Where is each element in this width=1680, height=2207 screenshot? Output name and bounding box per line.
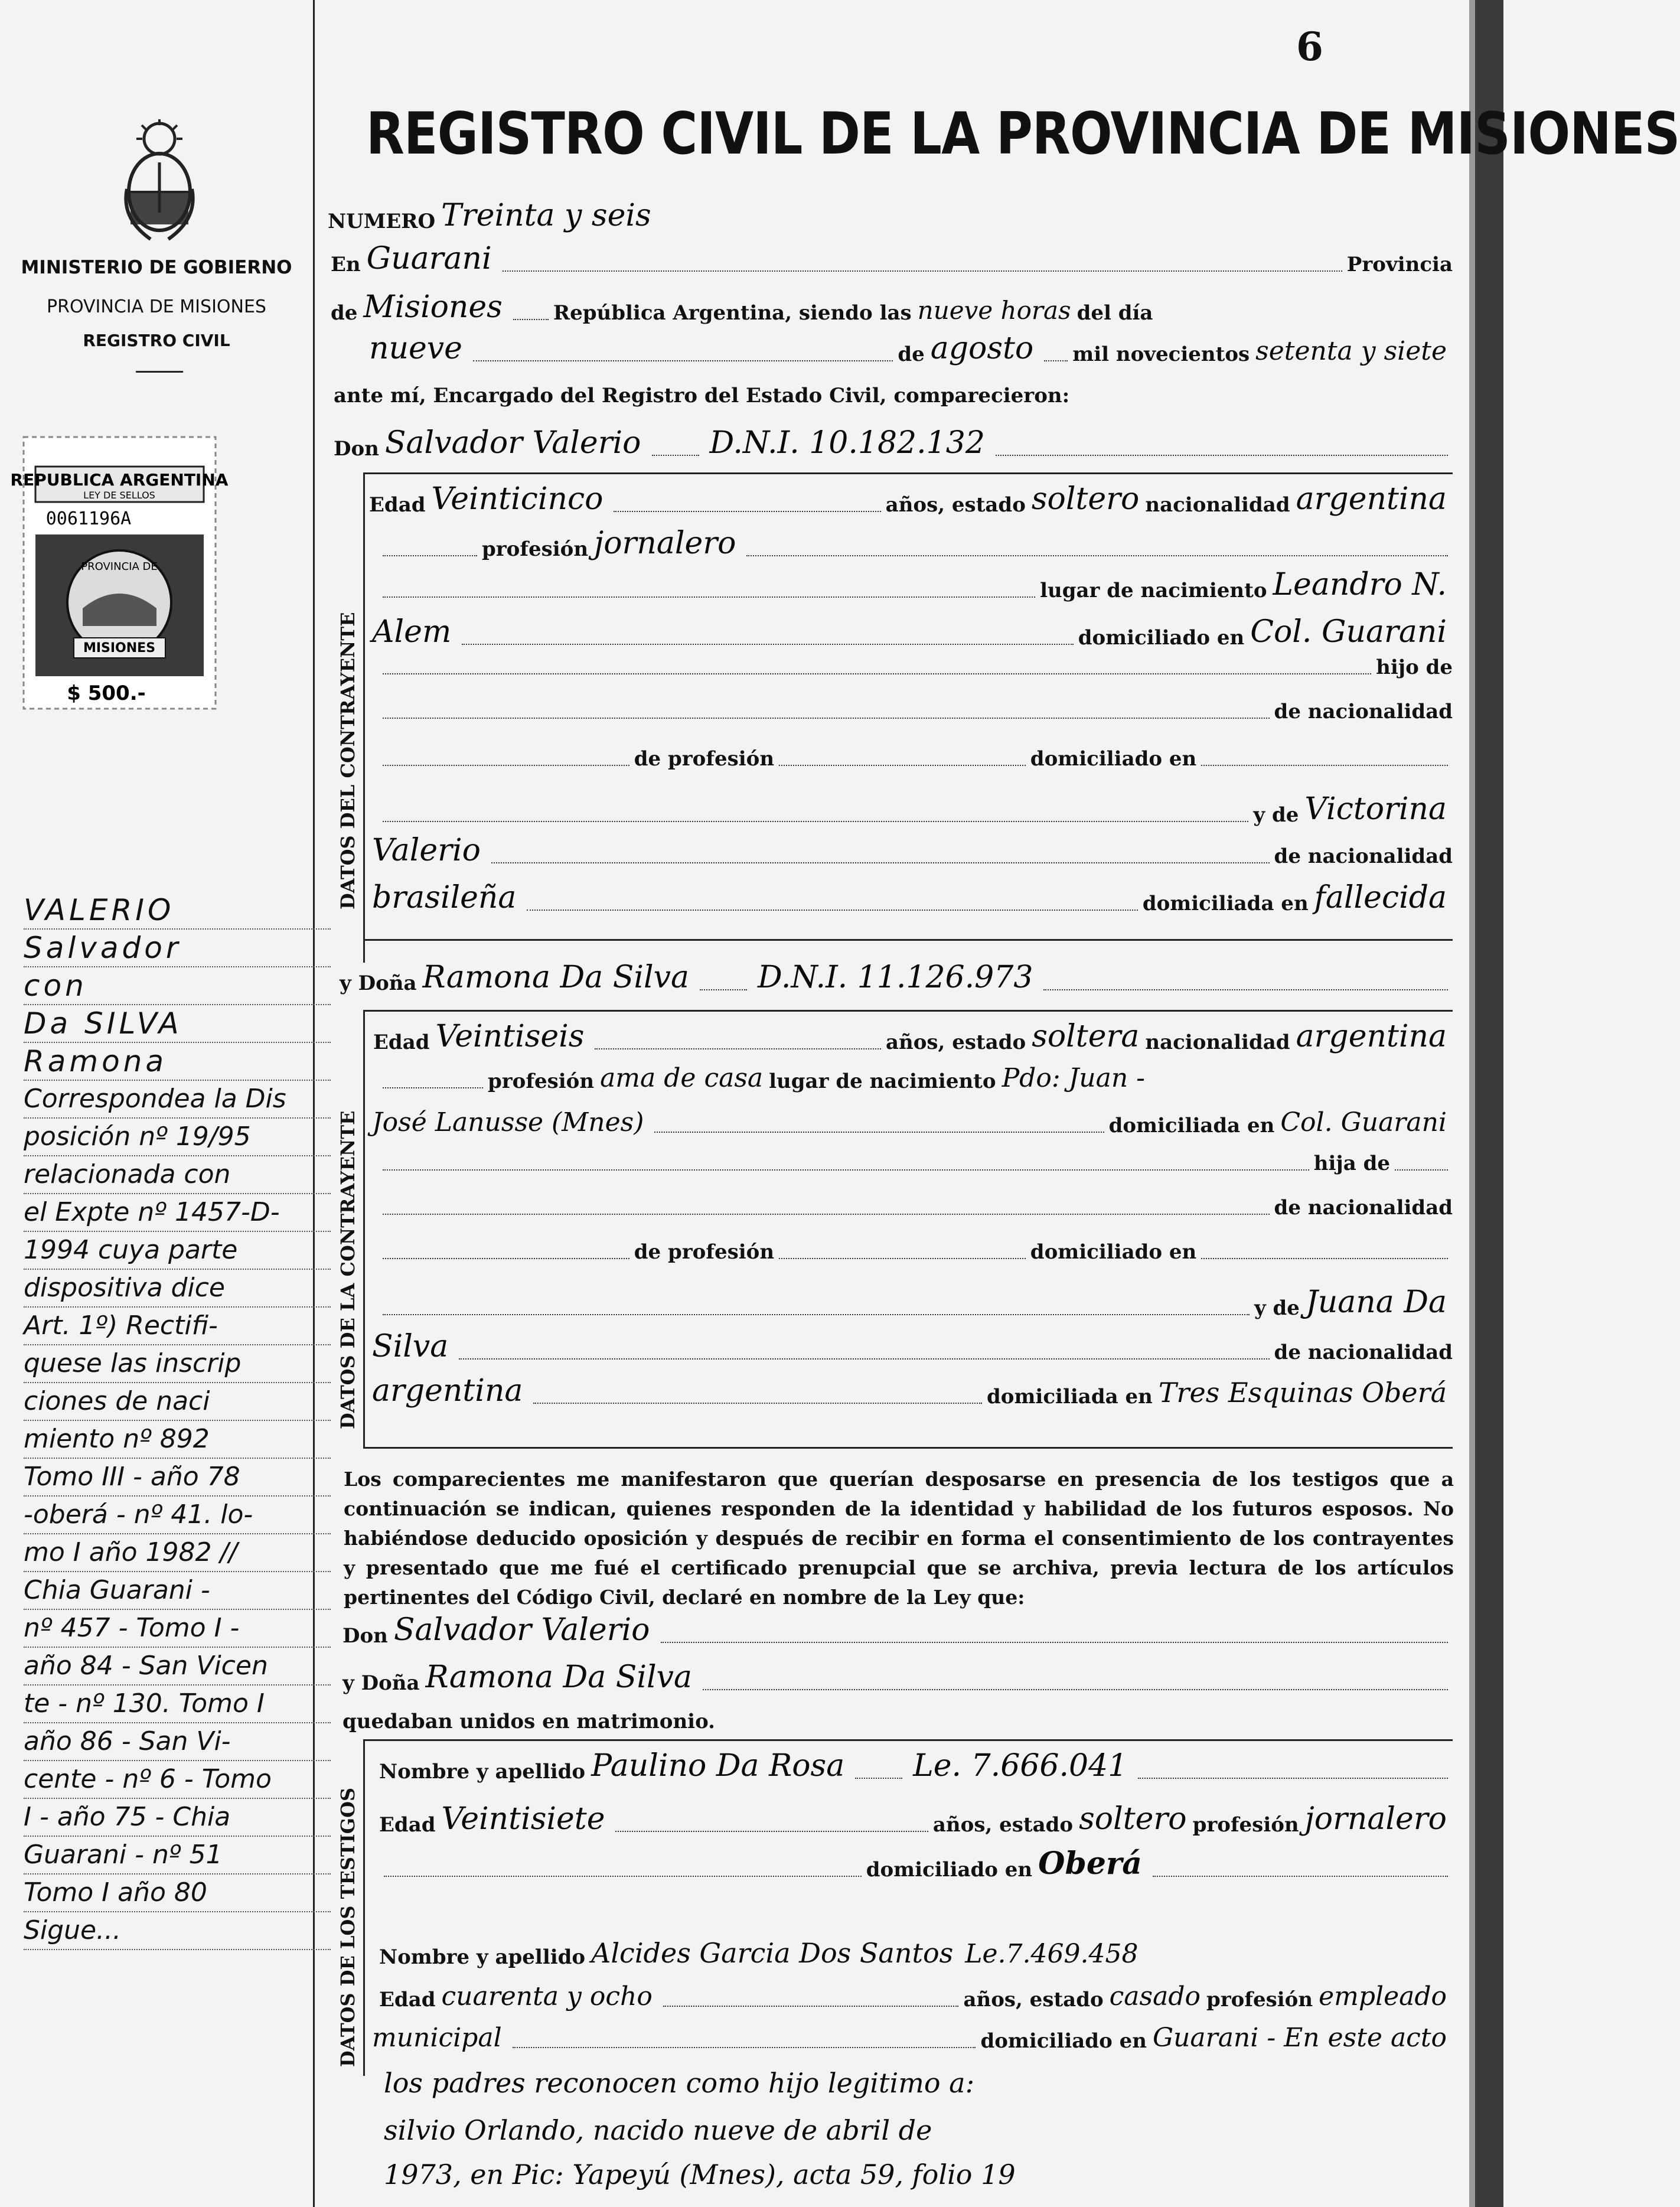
margin-note-line: I - año 75 - Chia — [24, 1799, 331, 1837]
union-dona-row — [342, 1660, 1453, 1695]
ante-text: ante mí, Encargado del Registro del Estado Civil, comparecieron: — [334, 384, 1070, 408]
revenue-stamp — [10, 431, 229, 715]
c1-madre-row — [378, 791, 1453, 827]
t1-prof: jornalero — [1304, 1801, 1447, 1837]
section-border — [363, 1010, 365, 1447]
t2-nombre: Alcides Garcia Dos Santos — [591, 1937, 954, 1969]
c2-estado: soltera — [1032, 1019, 1140, 1054]
t2-estado: casado — [1109, 1981, 1201, 2012]
c2-hija-row — [378, 1152, 1453, 1175]
t1-doc: Le. 7.666.041 — [913, 1748, 1128, 1784]
province-name: PROVINCIA DE MISIONES — [47, 296, 266, 317]
stamp-top: REPUBLICA ARGENTINA — [10, 470, 229, 490]
union-dona: Ramona Da Silva — [425, 1660, 692, 1695]
contrayente2-label: DATOS DE LA CONTRAYENTE — [337, 1110, 359, 1429]
c2-dompadre-label: domiciliado en — [1030, 1240, 1197, 1264]
c2-nac-label: nacionalidad — [1145, 1031, 1290, 1054]
t1-edad-row — [379, 1801, 1453, 1837]
margin-note-line: relacionada con — [24, 1156, 331, 1194]
c2-madre-dom-label: domiciliada en — [987, 1385, 1153, 1409]
margin-note-line: Sigue... — [24, 1912, 331, 1950]
c2-madre-row — [378, 1285, 1453, 1320]
c1-hijo-label: hijo de — [1376, 656, 1453, 679]
don-doc: D.N.I. 10.182.132 — [709, 425, 985, 461]
margin-note-line: Tomo III - año 78 — [24, 1459, 331, 1497]
c1-edad: Veinticinco — [431, 481, 604, 517]
margin-note-line: Chia Guarani - — [24, 1572, 331, 1610]
de-label: de — [331, 301, 358, 325]
coat-of-arms-icon — [115, 118, 204, 245]
t1-estado: soltero — [1079, 1801, 1187, 1837]
stamp-sub: LEY DE SELLOS — [83, 490, 155, 501]
c1-nac-label: nacionalidad — [1145, 493, 1290, 517]
nota2-row — [378, 2114, 1453, 2146]
union-don-row — [342, 1612, 1453, 1648]
c1-dompadre-label: domiciliado en — [1030, 747, 1197, 771]
divider — [136, 371, 183, 373]
margin-note-line: Guarani - nº 51 — [24, 1837, 331, 1875]
section-rule — [363, 1739, 1453, 1741]
anio-value: setenta y siete — [1255, 336, 1447, 366]
c2-madre2: Silva — [372, 1329, 449, 1364]
margin-note-line: 1994 cuya parte — [24, 1232, 331, 1270]
c1-madre-nac: brasileña — [372, 880, 517, 915]
fecha-row — [363, 331, 1453, 366]
section-rule — [363, 1010, 1453, 1012]
c2-nac: argentina — [1296, 1019, 1447, 1054]
c1-nac2-row — [378, 700, 1453, 723]
margin-note-line: con — [24, 967, 331, 1005]
section-rule — [363, 939, 1453, 941]
margin-note-line: ciones de naci — [24, 1383, 331, 1421]
c2-dom: Col. Guarani — [1280, 1107, 1447, 1137]
dona-row — [340, 960, 1453, 995]
c2-nac2-label: de nacionalidad — [1274, 1196, 1453, 1220]
stamp-value: $ 500.- — [67, 682, 146, 705]
c1-nac2-label: de nacionalidad — [1274, 700, 1453, 723]
t2-nombre-row — [379, 1937, 1453, 1969]
don-value: Salvador Valerio — [384, 425, 641, 461]
t1-nombre-label: Nombre y apellido — [379, 1760, 586, 1784]
c2-lugar2: José Lanusse (Mnes) — [372, 1107, 644, 1137]
c2-prof: ama de casa — [600, 1063, 764, 1093]
c1-madre-dom: fallecida — [1314, 880, 1447, 915]
contrayente-label: DATOS DEL CONTRAYENTE — [337, 612, 359, 909]
section-rule — [363, 472, 1453, 474]
margin-note-line: quese las inscrip — [24, 1345, 331, 1383]
binding-edge — [1469, 0, 1475, 2207]
c2-edad: Veintiseis — [435, 1019, 585, 1054]
c1-prof-label: profesión — [482, 537, 589, 561]
margin-note-line: año 86 - San Vi- — [24, 1723, 331, 1761]
nota3-row — [378, 2159, 1453, 2190]
ante-row — [334, 384, 1069, 408]
provincia-label: Provincia — [1346, 253, 1453, 276]
c2-lugar-label: lugar de nacimiento — [769, 1070, 996, 1093]
c1-lugar-row — [378, 567, 1453, 602]
section-border — [363, 1739, 365, 2076]
t2-doc: Le.7.469.458 — [965, 1939, 1139, 1969]
del-dia-label: del día — [1076, 301, 1153, 325]
section-border — [363, 472, 365, 963]
section-rule — [363, 1447, 1453, 1449]
margin-note-line: Salvador — [24, 930, 331, 967]
c2-dom-label: domiciliada en — [1108, 1114, 1275, 1137]
dona-doc: D.N.I. 11.126.973 — [758, 960, 1033, 995]
t1-nombre-row — [379, 1748, 1453, 1784]
c2-madre-nac-label: de nacionalidad — [1274, 1341, 1453, 1364]
page-number: 6 — [1296, 24, 1323, 70]
c2-yde-label: y de — [1254, 1296, 1300, 1320]
t1-dom: Oberá — [1038, 1846, 1142, 1882]
margin-note-line: Tomo I año 80 — [24, 1875, 331, 1912]
c2-prof-row — [378, 1063, 1453, 1093]
t1-estado-label: años, estado — [932, 1813, 1074, 1837]
t1-prof-label: profesión — [1192, 1813, 1299, 1837]
c2-madre2-row — [366, 1329, 1453, 1364]
c1-nac: argentina — [1296, 481, 1447, 517]
margin-note-line: miento nº 892 — [24, 1421, 331, 1459]
de-row — [331, 289, 1453, 325]
union-dona-label: y Doña — [342, 1671, 420, 1695]
t1-edad-label: Edad — [379, 1813, 436, 1837]
t2-estado-label: años, estado — [963, 1988, 1104, 2012]
t2-edad-row — [379, 1981, 1453, 2012]
dona-label: y Doña — [340, 972, 417, 995]
nota3: 1973, en Pic: Yapeyú (Mnes), acta 59, folio 19 — [384, 2159, 1016, 2190]
don-row — [334, 425, 1453, 461]
binding-spine — [1475, 0, 1503, 2207]
c2-profpadre-row — [378, 1240, 1453, 1264]
margin-note-line: nº 457 - Tomo I - — [24, 1610, 331, 1648]
c1-lugar-label: lugar de nacimiento — [1040, 579, 1267, 602]
c1-dom-label: domiciliado en — [1078, 626, 1245, 650]
quedaban-text: quedaban unidos en matrimonio. — [342, 1710, 716, 1733]
c1-hijo-row — [378, 656, 1453, 679]
republica-text: República Argentina, siendo las — [553, 301, 912, 325]
en-value: Guarani — [366, 241, 492, 276]
quedaban-row — [342, 1710, 715, 1733]
margin-note-line: dispositiva dice — [24, 1270, 331, 1308]
t2-prof-label: profesión — [1206, 1988, 1313, 2012]
c2-nac2-row — [378, 1196, 1453, 1220]
c1-yde-label: y de — [1253, 803, 1299, 827]
c2-profpadre-label: de profesión — [634, 1240, 775, 1264]
margin-note-line: posición nº 19/95 — [24, 1119, 331, 1156]
c1-estado-label: años, estado — [885, 493, 1026, 517]
margin-note-line: te - nº 130. Tomo I — [24, 1686, 331, 1723]
c1-lugar1: Leandro N. — [1273, 567, 1447, 602]
c2-madre-dom-row — [366, 1373, 1453, 1409]
margin-note-line: Art. 1º) Rectifi- — [24, 1308, 331, 1345]
t1-dom-label: domiciliado en — [866, 1858, 1033, 1882]
nota1-row — [378, 2067, 1453, 2099]
c2-prof-label: profesión — [488, 1070, 595, 1093]
declaration-text: Los comparecientes me manifestaron que querían desposarse en presencia de los testigos que a continuación se indican, quienes responden de la identidad y habilidad de los futuros esposos. No habiéndose deducido oposición y después de recibir en forma el consentimiento de los contrayentes y presentado que me fué el certificado prenupcial que se archiva, previa lectura de los artículos pertinentes del Código Civil, declaré en nombre de la Ley que: — [344, 1468, 1454, 1609]
en-label: En — [331, 253, 361, 276]
de-value: Misiones — [363, 289, 503, 325]
numero-value: Treinta y seis — [441, 198, 651, 233]
c1-prof: jornalero — [594, 526, 736, 561]
c2-edad-row — [373, 1019, 1453, 1054]
c2-estado-label: años, estado — [885, 1031, 1026, 1054]
nota2: silvio Orlando, nacido nueve de abril de — [384, 2114, 932, 2146]
c2-edad-label: Edad — [373, 1031, 430, 1054]
mil-label: mil novecientos — [1072, 343, 1250, 366]
c1-edad-row — [369, 481, 1453, 517]
de-mes-label: de — [898, 343, 925, 366]
c1-madre2: Valerio — [372, 833, 481, 868]
ministry-name: MINISTERIO DE GOBIERNO — [21, 257, 292, 278]
c1-madre-nac-label: de nacionalidad — [1274, 845, 1453, 868]
margin-note-line: el Expte nº 1457-D- — [24, 1194, 331, 1232]
nota1: los padres reconocen como hijo legitimo a: — [384, 2067, 975, 2099]
c1-profpadre-row — [378, 747, 1453, 771]
t1-edad: Veintisiete — [441, 1801, 605, 1837]
c2-dom-row — [366, 1107, 1453, 1137]
registry-name: REGISTRO CIVIL — [83, 331, 230, 350]
c1-lugar2: Alem — [372, 614, 452, 650]
c2-madre-nac: argentina — [372, 1373, 523, 1409]
margin-note-line: VALERIO — [24, 892, 331, 930]
t2-dom-label: domiciliado en — [980, 2029, 1147, 2053]
t2-dom: Guarani - En este acto — [1152, 2023, 1447, 2053]
margin-annotation — [24, 892, 331, 1950]
union-don: Salvador Valerio — [393, 1612, 650, 1648]
c1-madre2-row — [366, 833, 1453, 868]
c1-prof-row — [378, 526, 1453, 561]
c1-profpadre-label: de profesión — [634, 747, 775, 771]
c1-dom: Col. Guarani — [1250, 614, 1447, 650]
c2-madre-dom: Tres Esquinas Oberá — [1158, 1377, 1447, 1409]
margin-note-line: Da SILVA — [24, 1005, 331, 1043]
numero-row — [328, 198, 859, 233]
margin-note-line: -oberá - nº 41. lo- — [24, 1497, 331, 1534]
union-don-label: Don — [342, 1624, 388, 1648]
t2-edad-label: Edad — [379, 1988, 436, 2012]
dia-value: nueve — [369, 331, 462, 366]
c1-dom-row — [366, 614, 1453, 650]
c1-madre-dom-row — [366, 880, 1453, 915]
c1-madre1: Victorina — [1304, 791, 1447, 827]
margin-note-line: Ramona — [24, 1043, 331, 1081]
t2-prof: empleado — [1319, 1981, 1447, 2012]
c2-hija-label: hija de — [1313, 1152, 1390, 1175]
don-label: Don — [334, 437, 379, 461]
t2-edad: cuarenta y ocho — [441, 1981, 653, 2012]
horas-value: nueve horas — [917, 296, 1071, 325]
margin-note-line: mo I año 1982 // — [24, 1534, 331, 1572]
t1-dom-row — [379, 1846, 1453, 1882]
c1-madre-dom-label: domiciliada en — [1142, 892, 1309, 915]
t2-nombre-label: Nombre y apellido — [379, 1945, 586, 1969]
stamp-serial: 0061196A — [45, 508, 132, 529]
t1-nombre: Paulino Da Rosa — [591, 1748, 845, 1784]
margin-note-line: año 84 - San Vicen — [24, 1648, 331, 1686]
mes-value: agosto — [930, 331, 1034, 366]
margin-note-line: cente - nº 6 - Tomo — [24, 1761, 331, 1799]
dona-value: Ramona Da Silva — [422, 960, 689, 995]
c2-madre1: Juana Da — [1305, 1285, 1447, 1320]
numero-label: NUMERO — [328, 210, 436, 233]
en-row — [331, 241, 1453, 276]
stamp-inner1: PROVINCIA DE — [81, 560, 158, 573]
stamp-inner2: MISIONES — [83, 641, 156, 656]
c1-estado: soltero — [1031, 481, 1140, 517]
document-title: REGISTRO CIVIL DE LA PROVINCIA DE MISIONES — [366, 100, 1680, 168]
t2-prof2: municipal — [372, 2023, 502, 2053]
t2-dom-row — [366, 2023, 1453, 2053]
margin-note-line: Correspondea la Dis — [24, 1081, 331, 1119]
c2-lugar1: Pdo: Juan - — [1002, 1063, 1146, 1093]
testigos-label: DATOS DE LOS TESTIGOS — [337, 1787, 359, 2067]
c1-edad-label: Edad — [369, 493, 426, 517]
